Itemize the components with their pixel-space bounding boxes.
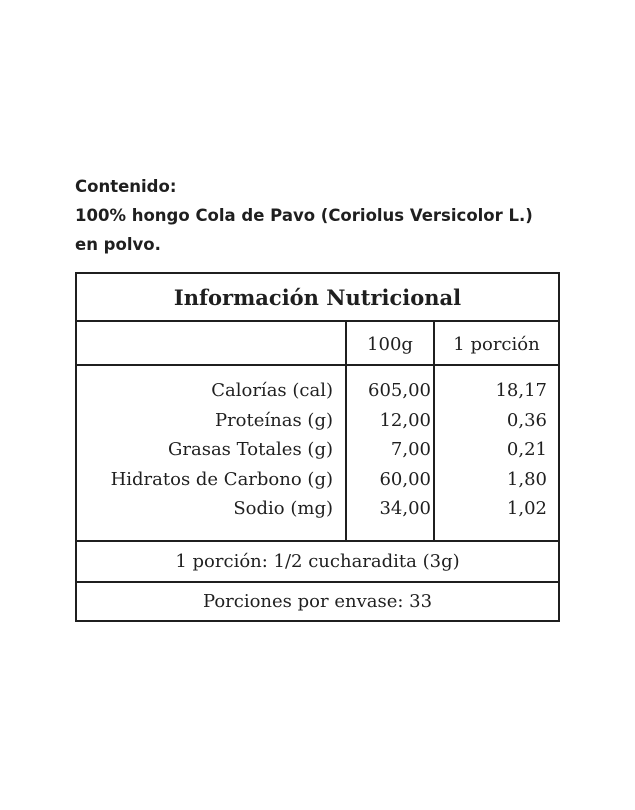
portion-size: 1 porción: 1/2 cucharadita (3g) [175,551,460,572]
nutrition-table [75,272,560,622]
nutrient-label: Proteínas (g) [214,409,333,431]
value-100g: 7,00 [390,439,431,460]
value-100g: 12,00 [379,409,431,431]
value-100g: 34,00 [379,498,431,519]
contents-line-1: 100% hongo Cola de Pavo (Coriolus Versicolor L.) [75,206,533,225]
servings-per-container: Porciones por envase: 33 [202,591,433,612]
value-portion: 0,36 [506,409,547,431]
value-portion: 1,80 [506,468,547,490]
contents-line-2: en polvo. [75,235,161,254]
contents-block [75,172,575,259]
value-100g: 605,00 [368,380,431,401]
divider [77,364,558,366]
value-portion: 0,21 [506,439,547,460]
table-title: Información Nutricional [173,284,462,310]
contents-heading: Contenido: [75,177,177,196]
per-100g-values [347,376,431,524]
nutrient-label: Calorías (cal) [211,380,333,401]
nutrient-label: Grasas Totales (g) [168,439,333,460]
value-portion: 18,17 [495,380,547,401]
nutrient-label: Hidratos de Carbono (g) [110,468,333,490]
value-100g: 60,00 [379,468,431,490]
nutrient-labels [77,376,333,524]
column-header-portion: 1 porción [453,333,540,355]
value-portion: 1,02 [506,498,547,519]
nutrient-label: Sodio (mg) [233,498,333,519]
per-portion-values [435,376,547,524]
column-header-100g: 100g [367,333,413,355]
